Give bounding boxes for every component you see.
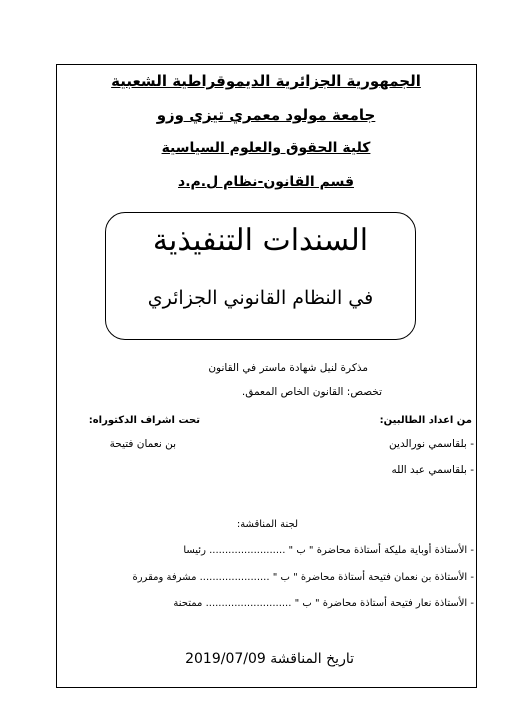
jury-label: لجنة المناقشة:: [236, 519, 298, 530]
republic-header: الجمهورية الجزائرية الديموقراطية الشعبية: [111, 72, 421, 90]
student-name: - بلقاسمي نورالدين: [389, 438, 474, 450]
page-border: [56, 64, 477, 688]
memo-specialty: تخصص: القانون الخاص المعمق.: [241, 386, 382, 398]
faculty-header: كلية الحقوق والعلوم السياسية: [161, 140, 371, 156]
supervisor-label: تحت اشراف الدكتوراه:: [88, 415, 200, 426]
students-label: من اعداد الطالبين:: [379, 415, 472, 426]
university-header: جامعة مولود معمري تيزي وزو: [156, 106, 376, 124]
student-name: - بلقاسمي عبد الله: [391, 464, 474, 476]
defense-date: تاريخ المناقشة 2019/07/09: [185, 651, 354, 667]
jury-member: - الأستاذة أوباية مليكة أستاذة محاضرة " ب " ........................ رئيسا: [183, 545, 474, 556]
jury-member: - الأستاذة بن نعمان فتيحة أستاذة محاضرة " ب " ...................... مشرفة ومقررة: [132, 572, 474, 583]
title-box: [105, 212, 416, 340]
supervisor-name: بن نعمان فتيحة: [109, 438, 176, 450]
thesis-subtitle: في النظام القانوني الجزائري: [147, 287, 374, 309]
jury-member: - الأستاذة نعار فتيحة أستاذة محاضرة " ب " ........................... ممتحنة: [173, 598, 474, 609]
memo-purpose: مذكرة لنيل شهادة ماستر في القانون: [208, 362, 368, 374]
thesis-title: السندات التنفيذية: [152, 223, 369, 258]
department-header: قسم القانون-نظام ل.م.د: [178, 174, 354, 190]
